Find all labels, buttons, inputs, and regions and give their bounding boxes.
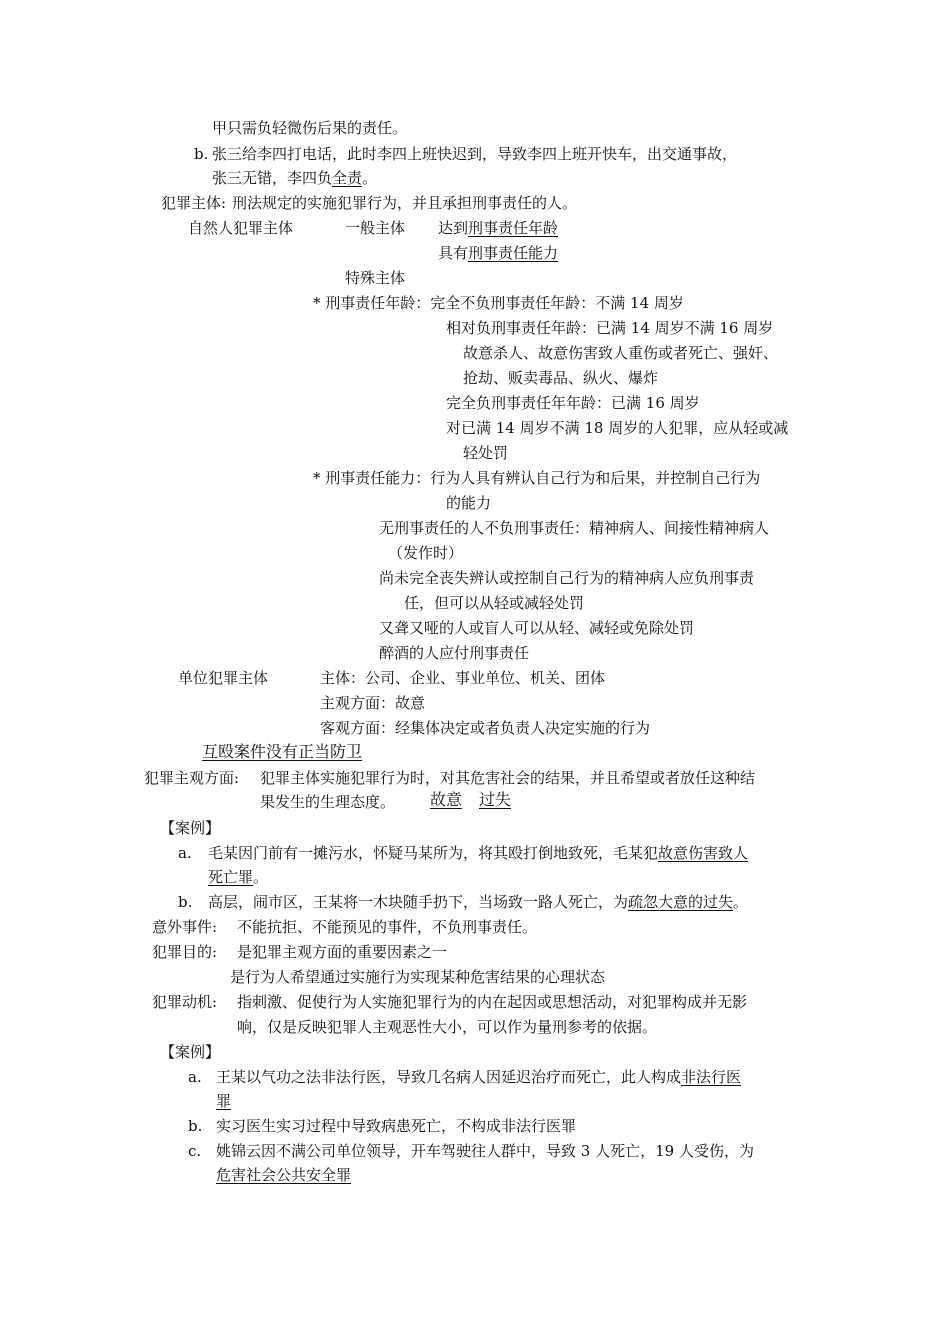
category-label: 一般主体 [345, 219, 406, 237]
text-line: 姚锦云因不满公司单位领导，开车驾驶往人群中，导致 3 人死亡，19 人受伤，为 [216, 1142, 754, 1160]
section-heading: 犯罪主体: [161, 194, 227, 212]
text-line: 对已满 14 周岁不满 18 周岁的人犯罪，应从轻或减 [446, 419, 789, 437]
text-line: 高层，闹市区，王某将一木块随手扔下，当场致一路人死亡，为疏忽大意的过失。 [208, 893, 749, 911]
underlined-term: 非法行医 [681, 1068, 742, 1086]
text-line: 张三给李四打电话，此时李四上班快迟到，导致李四上班开快车，出交通事故， [212, 145, 738, 163]
text-line: 故意杀人、故意伤害致人重伤或者死亡、强奸、 [463, 344, 779, 362]
text-line: 达到刑事责任年龄 [438, 219, 559, 237]
text-line: 王某以气功之法非法行医，导致几名病人因延迟治疗而死亡，此人构成非法行医 [216, 1068, 742, 1086]
text-line: 是犯罪主观方面的重要因素之一 [237, 943, 448, 961]
text-line: 主体：公司、企业、事业单位、机关、团体 [320, 669, 606, 687]
underlined-term: 刑事责任能力 [468, 244, 559, 262]
underlined-term: 罪 [216, 1092, 232, 1110]
case-heading: 【案例】 [160, 1043, 221, 1061]
text-line: 果发生的生理态度。 [260, 793, 396, 811]
text-line: 指刺激、促使行为人实施犯罪行为的内在起因或思想活动，对犯罪构成并无影 [237, 993, 748, 1011]
underlined-term: 全责 [332, 169, 363, 187]
text-line: 犯罪主体实施犯罪行为时，对其危害社会的结果，并且希望或者放任这种结 [260, 769, 756, 787]
text-line: 主观方面：故意 [320, 694, 426, 712]
section-heading: 犯罪动机: [152, 993, 218, 1011]
underlined-term: 故意伤害致人 [658, 844, 749, 862]
text-line: 死亡罪。 [208, 868, 269, 886]
category-label: 自然人犯罪主体 [188, 219, 294, 237]
text-line: 毛某因门前有一摊污水，怀疑马某所为，将其殴打倒地致死，毛某犯故意伤害致人 [208, 844, 749, 862]
text-line: 实习医生实习过程中导致病患死亡，不构成非法行医罪 [216, 1117, 577, 1135]
text-line: * 刑事责任年龄：完全不负刑事责任年龄：不满 14 周岁 [313, 294, 684, 312]
text-line [216, 1165, 351, 1185]
underlined-term: 刑事责任年龄 [468, 219, 559, 237]
text-line: 又聋又哑的人或盲人可以从轻、减轻或免除处罚 [379, 619, 695, 637]
text-line: 刑法规定的实施犯罪行为，并且承担刑事责任的人。 [232, 194, 578, 212]
underlined-term: 疏忽大意的过失 [628, 893, 734, 911]
text-line: 尚未完全丧失辨认或控制自己行为的精神病人应负刑事责 [379, 569, 755, 587]
text-line: 客观方面：经集体决定或者负责人决定实施的行为 [320, 719, 651, 737]
list-marker: a. [188, 1068, 202, 1086]
text-line: 无刑事责任的人不负刑事责任：精神病人、间接性精神病人 [379, 519, 770, 537]
text-line: 是行为人希望通过实施行为实现某种危害结果的心理状态 [230, 968, 606, 986]
section-heading: 犯罪目的: [152, 943, 218, 961]
text-line: 轻处罚 [463, 444, 509, 462]
text-line: 张三无错，李四负全责。 [212, 169, 378, 187]
text-line: 抢劫、贩卖毒品、纵火、爆炸 [463, 369, 659, 387]
text-line: （发作时） [388, 544, 464, 562]
underlined-term: 互殴案件没有正当防卫 [202, 742, 363, 761]
text-line [216, 1091, 231, 1111]
list-marker: b. [188, 1117, 203, 1135]
section-heading: 意外事件: [152, 918, 218, 936]
note-line [202, 742, 362, 762]
text-line: 响，仅是反映犯罪人主观恶性大小，可以作为量刑参考的依据。 [237, 1018, 658, 1036]
list-marker: b. [178, 893, 193, 911]
section-heading: 犯罪主观方面: [144, 769, 240, 787]
underlined-term: 故意 [430, 790, 463, 809]
text-line: 完全负刑事责任年年龄：已满 16 周岁 [446, 394, 700, 412]
category-label: 单位犯罪主体 [178, 669, 269, 687]
underlined-term: 死亡罪 [208, 868, 254, 886]
text-line: 具有刑事责任能力 [438, 244, 559, 262]
text-line: * 刑事责任能力：行为人具有辨认自己行为和后果，并控制自己行为 [313, 469, 761, 487]
text-line: 甲只需负轻微伤后果的责任。 [212, 119, 408, 137]
list-marker: c. [188, 1142, 202, 1160]
text-line: 的能力 [446, 494, 492, 512]
category-label: 特殊主体 [345, 269, 406, 287]
underlined-term: 危害社会公共安全罪 [216, 1166, 352, 1184]
case-heading: 【案例】 [160, 819, 221, 837]
list-marker: b. [194, 145, 209, 163]
text-line: 任，但可以从轻或减轻处罚 [404, 594, 585, 612]
text-line: 相对负刑事责任年龄：已满 14 周岁不满 16 周岁 [446, 319, 774, 337]
text-line: 不能抗拒、不能预见的事件，不负刑事责任。 [237, 918, 538, 936]
underlined-term: 过失 [479, 790, 512, 809]
text-line: 醉酒的人应付刑事责任 [379, 644, 530, 662]
list-marker: a. [178, 844, 192, 862]
